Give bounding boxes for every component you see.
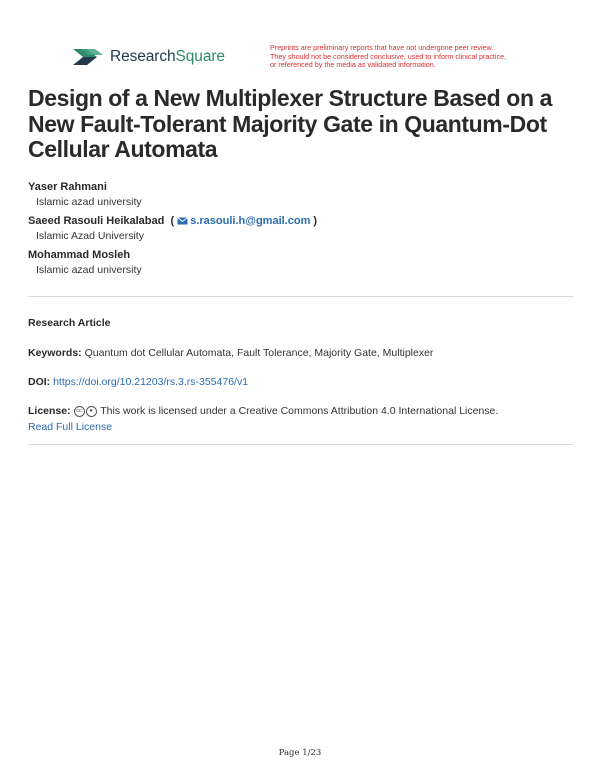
author-email: s.rasouli.h@gmail.com — [190, 215, 311, 227]
logo-text-square: Square — [175, 48, 225, 65]
license-text: This work is licensed under a Creative Commons Attribution 4.0 International License. — [100, 405, 499, 417]
article-type — [28, 316, 578, 331]
divider — [28, 444, 573, 445]
author-name: Mohammad Mosleh — [28, 249, 131, 261]
email-open-paren: ( — [167, 215, 175, 227]
envelope-icon — [177, 217, 188, 225]
preprint-notice — [270, 44, 540, 70]
email-close-paren: ) — [313, 215, 318, 227]
author-affiliation: Islamic azad university — [36, 196, 142, 208]
doi-row — [28, 375, 578, 390]
keywords-row — [28, 346, 578, 361]
license-row — [28, 404, 578, 419]
license-label: License: — [28, 405, 71, 417]
preprint-notice-line: They should not be considered conclusive, used to inform clinical practice, — [270, 51, 507, 61]
author-name-with-email — [28, 214, 578, 229]
by-icon: ● — [86, 406, 97, 417]
logo-text-research: Research — [110, 48, 176, 65]
read-full-license-link[interactable]: Read Full License — [28, 421, 113, 433]
article-type-label: Research Article — [28, 317, 111, 329]
page-footer: Page 1/23 — [278, 748, 322, 758]
doi-link[interactable]: https://doi.org/10.21203/rs.3.rs-355476/v1 — [53, 376, 249, 388]
preprint-notice-line: or referenced by the media as validated information. — [270, 60, 436, 70]
author-email-link[interactable] — [177, 215, 310, 227]
keywords-value: Quantum dot Cellular Automata, Fault Tolerance, Majority Gate, Multiplexer — [84, 347, 434, 359]
logo-mark-icon — [73, 46, 103, 68]
doi-label: DOI: — [28, 376, 51, 388]
paper-title: Design of a New Multiplexer Structure Based on a New Fault-Tolerant Majority Gate in Quantum-Dot Cellular Automata — [28, 85, 552, 162]
author-name: Yaser Rahmani — [28, 181, 107, 193]
logo-text — [110, 48, 225, 66]
research-square-logo[interactable] — [73, 46, 225, 68]
divider — [28, 296, 573, 297]
author-list — [28, 180, 578, 282]
author-affiliation: Islamic Azad University — [36, 230, 144, 242]
keywords-label: Keywords: — [28, 347, 82, 359]
read-license-row — [28, 420, 578, 435]
cc-icon: cc — [74, 406, 85, 417]
author-name: Saeed Rasouli Heikalabad — [28, 215, 165, 227]
preprint-notice-line: Preprints are preliminary reports that have not undergone peer review. — [270, 43, 494, 52]
author-affiliation: Islamic azad university — [36, 264, 142, 276]
